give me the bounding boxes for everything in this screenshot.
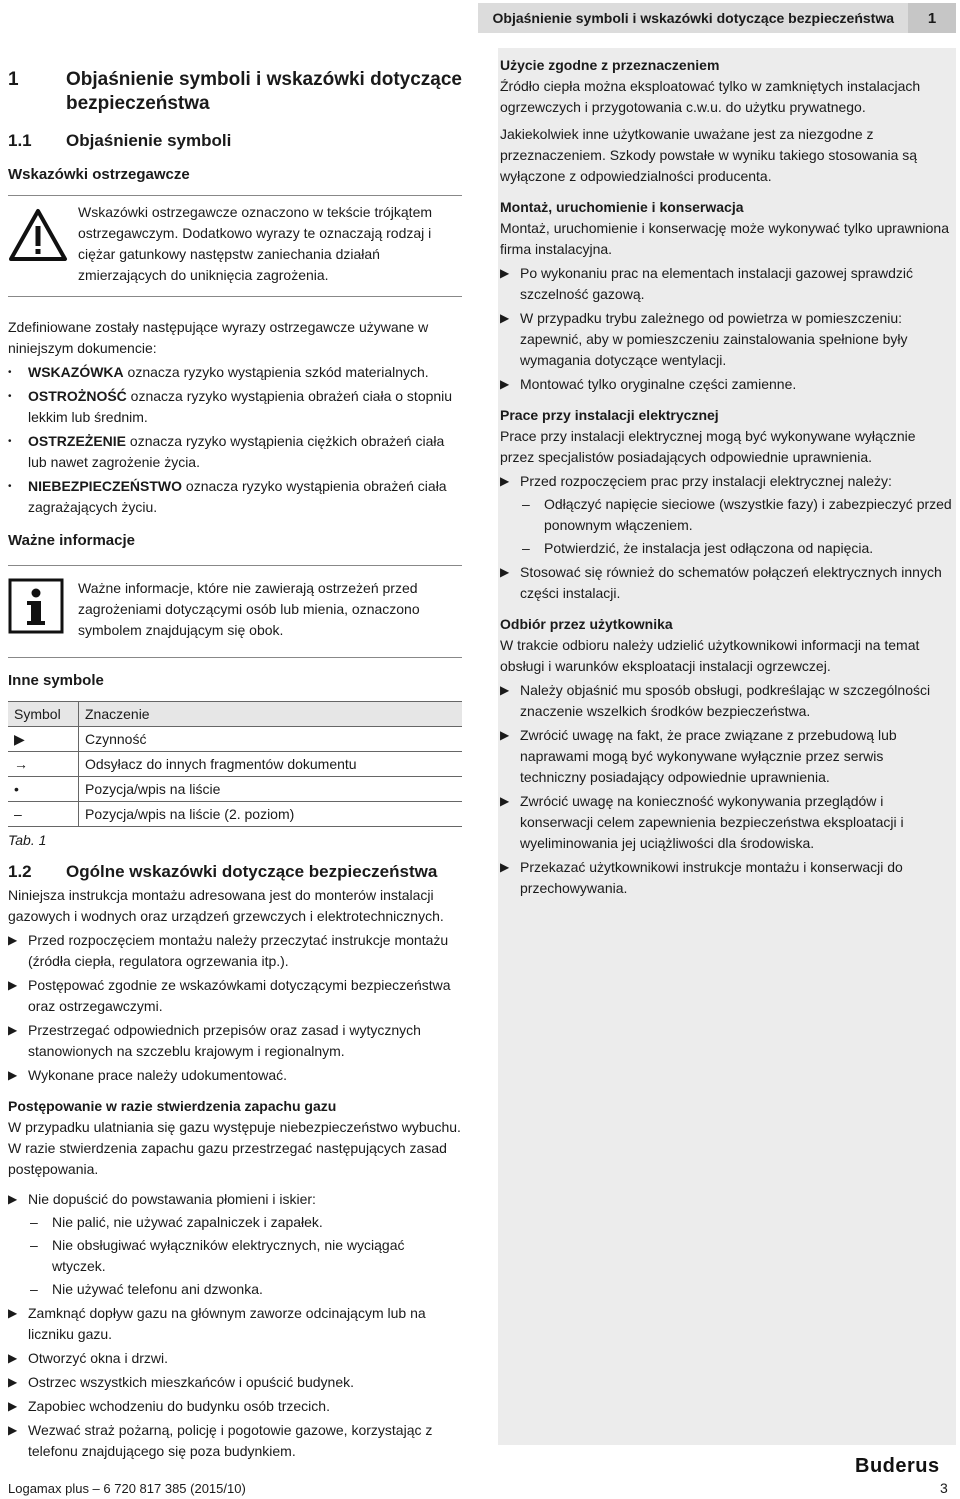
action-arrow-icon: ▶ <box>500 728 510 742</box>
use-paragraph-1: Źródło ciepła można eksploatować tylko w zamkniętych instalacjach ogrzewczych i przygotowania c.w.u. do użytku prywatnego. <box>500 78 921 115</box>
page-number: 3 <box>940 1480 948 1496</box>
general-step: ▶ Wykonane prace należy udokumentować. <box>8 1065 462 1086</box>
mount-step: ▶ Montować tylko oryginalne części zamienne. <box>500 374 952 395</box>
table-row <box>8 777 462 802</box>
handover-step: ▶ Należy objaśnić mu sposób obsługi, podkreślając w szczególności znaczenie wszelkich środków bezpieczeństwa. <box>500 682 931 719</box>
brand-logo: Buderus <box>855 1455 940 1477</box>
electrical-sub-item: – Potwierdzić, że instalacja jest odłączona od napięcia. <box>500 538 952 559</box>
gas-sub-list <box>8 1212 462 1300</box>
info-icon <box>8 578 78 641</box>
mount-step: ▶ W przypadku trybu zależnego od powietrza w pomieszczeniu: zapewnić, aby w pomieszczeniu zainstalowania spełnione były wymagania dotyczące wentylacji. <box>500 310 908 368</box>
info-heading: Ważne informacje <box>8 532 135 549</box>
signal-words-intro: Zdefiniowane zostały następujące wyrazy ostrzegawcze używane w niniejszym dokumencie: <box>8 319 429 356</box>
handover-step: ▶ Zwrócić uwagę na fakt, że prace związane z przebudową lub naprawami mogą być wykonywane wyłącznie przez serwis techniczny posiadający odpowiednie uprawnienia. <box>500 727 897 785</box>
action-arrow-icon: ▶ <box>500 474 510 488</box>
general-step: ▶ Przestrzegać odpowiednich przepisów oraz zasad i wytycznych stanowionych na szczeblu krajowym i regionalnym. <box>8 1022 421 1059</box>
action-arrow-icon: ▶ <box>500 377 510 391</box>
general-steps-list <box>8 930 462 1086</box>
action-arrow-icon: ▶ <box>8 978 18 992</box>
document-reference: Logamax plus – 6 720 817 385 (2015/10) <box>8 1481 246 1496</box>
action-arrow-icon: ▶ <box>8 933 18 947</box>
electrical-sub-item: – Odłączyć napięcie sieciowe (wszystkie fazy) i zabezpieczyć przed ponownym włączeniem. <box>522 496 952 533</box>
gas-sub-item: – Nie używać telefonu ani dzwonka. <box>8 1279 462 1300</box>
meaning-cell: Czynność <box>79 727 463 752</box>
general-intro: Niniejsza instrukcja montażu adresowana jest do monterów instalacji gazowych i wodnych oraz urządzeń grzewczych i elektrotechnicznych. <box>8 887 444 924</box>
handover-step: ▶ Przekazać użytkownikowi instrukcje montażu i konserwacji do przechowywania. <box>500 859 903 896</box>
signal-words-list <box>8 362 462 518</box>
signal-word: NIEBEZPIECZEŃSTWO <box>28 478 183 494</box>
electrical-step-second: ▶ Stosować się również do schematów połączeń elektrycznych innych części instalacji. <box>500 564 942 601</box>
dash-marker: – <box>30 1237 38 1253</box>
gas-steps-list <box>8 1303 462 1462</box>
gas-heading: Postępowanie w razie stwierdzenia zapachu gazu <box>8 1098 337 1114</box>
gas-intro: W przypadku ulatniania się gazu występuje niebezpieczeństwo wybuchu. W razie stwierdzenia zapachu gazu przestrzegać następujących zasad postępowania. <box>8 1119 461 1177</box>
signal-word: OSTROŻNOŚĆ <box>28 388 127 404</box>
use-paragraph-2: Jakiekolwiek inne użytkowanie uważane jest za niezgodne z przeznaczeniem. Szkody powstałe w wyniku takiego stosowania są wyłączone z odpowiedzialności producenta. <box>500 126 918 184</box>
mount-steps-list <box>500 263 952 395</box>
action-arrow-icon: ▶ <box>500 311 510 325</box>
action-arrow-icon: ▶ <box>500 683 510 697</box>
warnings-heading: Wskazówki ostrzegawcze <box>8 166 190 183</box>
table-row <box>8 727 462 752</box>
dash-marker: – <box>522 540 530 556</box>
gas-sub-item: – Nie palić, nie używać zapalniczek i zapałek. <box>8 1212 462 1233</box>
handover-intro: W trakcie odbioru należy udzielić użytkownikowi informacji na temat obsługi i warunków eksploatacji instalacji ogrzewczej. <box>500 637 920 674</box>
signal-word-item: • WSKAZÓWKA oznacza ryzyko wystąpienia szkód materialnych. <box>8 362 462 383</box>
electrical-intro: Prace przy instalacji elektrycznej mogą być wykonywane wyłącznie przez specjalistów posiadających odpowiednie uprawnienia. <box>500 428 916 465</box>
meaning-cell: Odsyłacz do innych fragmentów dokumentu <box>79 752 463 777</box>
table-row <box>8 802 462 827</box>
table-row <box>8 752 462 777</box>
action-arrow-icon: ▶ <box>8 1423 18 1437</box>
action-arrow-icon: ▶ <box>8 1068 18 1082</box>
handover-step: ▶ Zwrócić uwagę na konieczność wykonywania przeglądów i konserwacji celem zapewnienia bezpieczeństwa eksploatacji i wyeliminowania jej uciążliwości dla środowiska. <box>500 793 904 851</box>
electrical-heading: Prace przy instalacji elektrycznej <box>500 407 719 423</box>
action-arrow-icon: ▶ <box>500 565 510 579</box>
gas-step: ▶ Zapobiec wchodzeniu do budynku osób trzecich. <box>8 1396 462 1417</box>
dash-marker: – <box>30 1281 38 1297</box>
action-arrow-icon: ▶ <box>8 1351 18 1365</box>
general-step: ▶ Postępować zgodnie ze wskazówkami dotyczącymi bezpieczeństwa oraz ostrzegawczymi. <box>8 977 451 1014</box>
symbols-table <box>8 701 462 827</box>
warning-box-text: Wskazówki ostrzegawcze oznaczono w tekście trójkątem ostrzegawczym. Dodatkowo wyrazy te oznaczają rodzaj i ciężar gatunkowy następstw zaniechania działań zmierzających do uniknięcia zagrożenia. <box>78 204 433 283</box>
symbol-cell: → <box>8 752 79 777</box>
handover-steps-list <box>500 680 952 899</box>
gas-step: ▶ Zamknąć dopływ gazu na głównym zaworze odcinającym lub na liczniku gazu. <box>8 1305 426 1342</box>
left-column <box>8 68 462 1462</box>
handover-heading: Odbiór przez użytkownika <box>500 616 673 632</box>
gas-sub-item: – Nie obsługiwać wyłączników elektrycznych, nie wyciągać wtyczek. <box>30 1237 405 1274</box>
dash-marker: – <box>30 1214 38 1230</box>
gas-step: ▶ Ostrzec wszystkich mieszkańców i opuścić budynek. <box>8 1372 462 1393</box>
action-arrow-icon: ▶ <box>500 860 510 874</box>
signal-word-item: • NIEBEZPIECZEŃSTWO oznacza ryzyko wystąpienia obrażeń ciała zagrażających życiu. <box>8 476 462 518</box>
signal-word-item: • OSTRZEŻENIE oznacza ryzyko wystąpienia ciężkich obrażeń ciała lub nawet zagrożenie życia. <box>8 431 462 473</box>
chapter-chip: 1 <box>908 3 956 33</box>
signal-word: WSKAZÓWKA <box>28 364 124 380</box>
mount-heading: Montaż, uruchomienie i konserwacja <box>500 199 744 215</box>
mount-intro: Montaż, uruchomienie i konserwację może wykonywać tylko uprawniona firma instalacyjna. <box>500 220 949 257</box>
info-box <box>8 565 462 658</box>
electrical-step-first: ▶ Przed rozpoczęciem prac przy instalacji elektrycznej należy: <box>500 471 952 492</box>
action-arrow-icon: ▶ <box>8 1399 18 1413</box>
symbol-cell: – <box>8 802 79 827</box>
meaning-cell: Pozycja/wpis na liście <box>79 777 463 802</box>
action-arrow-icon: ▶ <box>8 1192 18 1206</box>
table-header-row: Symbol Znaczenie <box>8 702 462 727</box>
symbol-cell: ▶ <box>8 727 79 752</box>
signal-word-item: • OSTROŻNOŚĆ oznacza ryzyko wystąpienia obrażeń ciała o stopniu lekkim lub średnim. <box>8 386 462 428</box>
signal-word: OSTRZEŻENIE <box>28 433 127 449</box>
action-arrow-icon: ▶ <box>500 794 510 808</box>
table-caption: Tab. 1 <box>8 832 47 848</box>
section-heading-1-1: 1.1 Objaśnienie symboli <box>8 131 232 150</box>
general-step: ▶ Przed rozpoczęciem montażu należy przeczytać instrukcje montażu (źródła ciepła, regulatora ogrzewania itp.). <box>8 932 449 969</box>
electrical-sub-list <box>500 494 952 559</box>
warning-box <box>8 195 462 297</box>
chapter-title: Objaśnienie symboli i wskazówki dotyczące bezpieczeństwa <box>66 69 462 114</box>
other-symbols-heading: Inne symbole <box>8 672 104 689</box>
section-heading-1-2: 1.2 Ogólne wskazówki dotyczące bezpieczeństwa <box>8 862 438 881</box>
gas-step: ▶ Wezwać straż pożarną, policję i pogotowie gazowe, korzystając z telefonu znajdującego się poza budynkiem. <box>8 1422 433 1459</box>
action-arrow-icon: ▶ <box>500 266 510 280</box>
action-arrow-icon: ▶ <box>8 1023 18 1037</box>
info-box-text: Ważne informacje, które nie zawierają ostrzeżeń przed zagrożeniami dotyczącymi osób lub mienia, oznaczono symbolem znajdującym się obok. <box>78 580 420 638</box>
right-column <box>500 55 952 899</box>
gas-step-first: ▶ Nie dopuścić do powstawania płomieni i iskier: <box>8 1189 462 1210</box>
chapter-heading: 1 Objaśnienie symboli i wskazówki dotyczące bezpieczeństwa <box>8 69 462 114</box>
gas-step: ▶ Otworzyć okna i drzwi. <box>8 1348 462 1369</box>
header-title: Objaśnienie symboli i wskazówki dotyczące bezpieczeństwa <box>492 9 894 26</box>
mount-step: ▶ Po wykonaniu prac na elementach instalacji gazowej sprawdzić szczelność gazową. <box>500 265 913 302</box>
dash-marker: – <box>522 496 530 512</box>
action-arrow-icon: ▶ <box>8 1306 18 1320</box>
action-arrow-icon: ▶ <box>8 1375 18 1389</box>
warning-triangle-icon <box>8 202 78 286</box>
meaning-cell: Pozycja/wpis na liście (2. poziom) <box>79 802 463 827</box>
use-heading: Użycie zgodne z przeznaczeniem <box>500 57 720 73</box>
page-header <box>478 3 956 33</box>
symbol-cell: • <box>8 777 79 802</box>
